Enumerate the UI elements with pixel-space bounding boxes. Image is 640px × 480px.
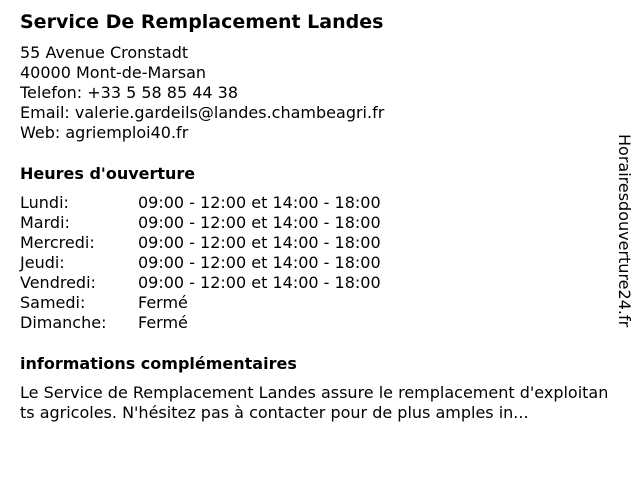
hours-row-sunday [20,313,610,333]
hours-day-label: Dimanche: [20,313,107,332]
hours-row-monday [20,193,610,213]
hours-row-wednesday [20,233,610,253]
hours-day-label: Mardi: [20,213,70,232]
hours-day-label: Vendredi: [20,273,96,292]
hours-time-value: Fermé [138,293,188,312]
opening-hours-table [20,193,610,333]
hours-time-value: Fermé [138,313,188,332]
email-line: Email: valerie.gardeils@landes.chambeagri.fr [20,103,385,122]
hours-time-value: 09:00 - 12:00 et 14:00 - 18:00 [138,213,381,232]
address-line-1: 55 Avenue Cronstadt [20,43,189,62]
hours-day-label: Mercredi: [20,233,95,252]
additional-info-heading: informations complémentaires [20,354,297,373]
hours-day-label: Lundi: [20,193,69,212]
address-line-2: 40000 Mont-de-Marsan [20,63,207,82]
hours-time-value: 09:00 - 12:00 et 14:00 - 18:00 [138,193,381,212]
hours-row-thursday [20,253,610,273]
hours-time-value: 09:00 - 12:00 et 14:00 - 18:00 [138,273,381,292]
hours-time-value: 09:00 - 12:00 et 14:00 - 18:00 [138,233,381,252]
web-line: Web: agriemploi40.fr [20,123,189,142]
hours-time-value: 09:00 - 12:00 et 14:00 - 18:00 [138,253,381,272]
business-name: Service De Remplacement Landes [20,11,384,33]
hours-day-label: Jeudi: [20,253,65,272]
hours-row-tuesday [20,213,610,233]
hours-day-label: Samedi: [20,293,86,312]
phone-line: Telefon: +33 5 58 85 44 38 [20,83,239,102]
opening-hours-heading: Heures d'ouverture [20,164,196,183]
business-card [20,9,610,423]
hours-row-saturday [20,293,610,313]
hours-row-friday [20,273,610,293]
site-watermark: Horairesdouverture24.fr [615,134,634,328]
additional-info-text: Le Service de Remplacement Landes assure le remplacement d'exploitants agricoles. N'hésitez pas à contacter pour de plus amples in... [20,383,609,422]
